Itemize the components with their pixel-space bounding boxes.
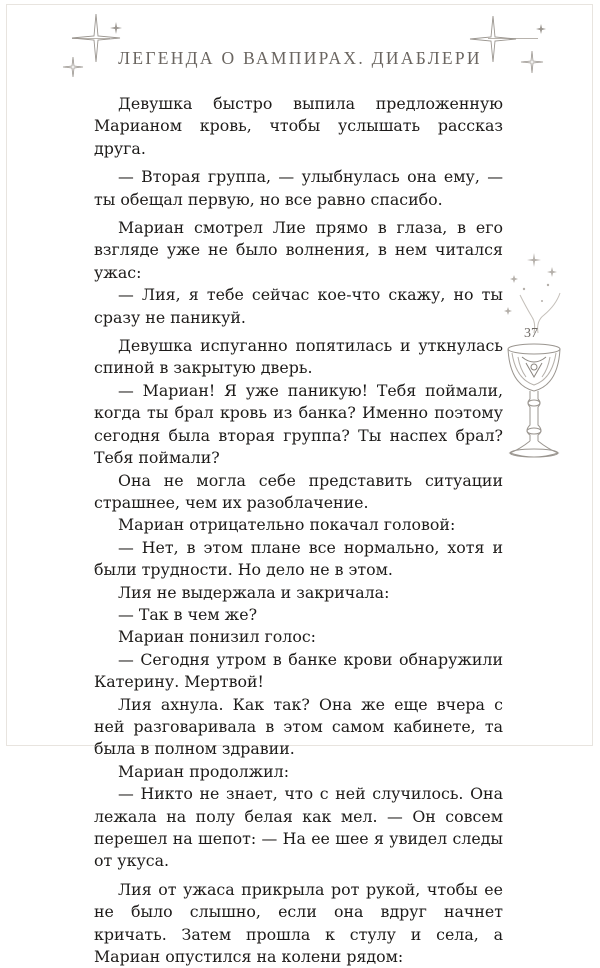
header-title: ЛЕГЕНДА О ВАМПИРАХ. ДИАБЛЕРИ [118,48,482,68]
paragraph: Лия от ужаса прикрыла рот рукой, чтобы ее не было слышно, если она вдруг начнет кричать. Затем прошла к стулу и села, а Мариан опустился на колени рядом: [94,879,503,967]
sparkle-star-icon [468,14,518,64]
paragraph: — Сегодня утром в банке крови обнаружили Катерину. Мертвой! [94,649,503,692]
running-header [0,28,600,98]
sparkle-star-icon [520,50,544,74]
paragraph: — Никто не знает, что с ней случилось. Она лежала на полу белая как мел. — Он совсем перешел на шепот: — На ее шее я увидел следы от укуса. [94,784,503,871]
paragraph: Лия не выдержала и закричала: [118,582,390,602]
paragraph: Девушка испуганно попятилась и уткнулась спиной в закрытую дверь. [94,336,503,378]
paragraph: Мариан понизил голос: [118,627,317,647]
paragraph: Мариан смотрел Лие прямо в глаза, в его взгляде уже не было волнения, в нем читался ужас: [94,218,503,282]
paragraph: Мариан продолжил: [118,761,290,781]
paragraph: — Мариан! Я уже паникую! Тебя поймали, когда ты брал кровь из банка? Именно поэтому сегодня была вторая группа? Ты наспех брал? Тебя поймали? [94,380,503,468]
paragraph: Она не могла себе представить ситуации страшнее, чем их разоблачение. [94,470,503,512]
sparkle-star-icon [536,24,546,34]
paragraph: — Так в чем же? [118,604,258,624]
paragraph: Девушка быстро выпила предложенную Марианом кровь, чтобы услышать рассказ друга. [94,94,503,158]
goblet-icon [490,245,578,470]
sparkle-star-icon [110,22,122,34]
page-number: 37 [524,326,538,341]
body-text [94,93,503,968]
paragraph: Мариан отрицательно покачал головой: [118,515,456,535]
paragraph: — Нет, в этом плане все нормально, хотя и были трудности. Но дело не в этом. [94,537,503,580]
paragraph: — Лия, я тебе сейчас кое-что скажу, но ты сразу не паникуй. [94,285,503,327]
paragraph: — Вторая группа, — улыбнулась она ему, — ты обещал первую, но все равно спасибо. [94,167,503,209]
paragraph: Лия ахнула. Как так? Она же еще вчера с ней разговаривала в этом самом кабинете, та была в полном здравии. [94,694,503,759]
